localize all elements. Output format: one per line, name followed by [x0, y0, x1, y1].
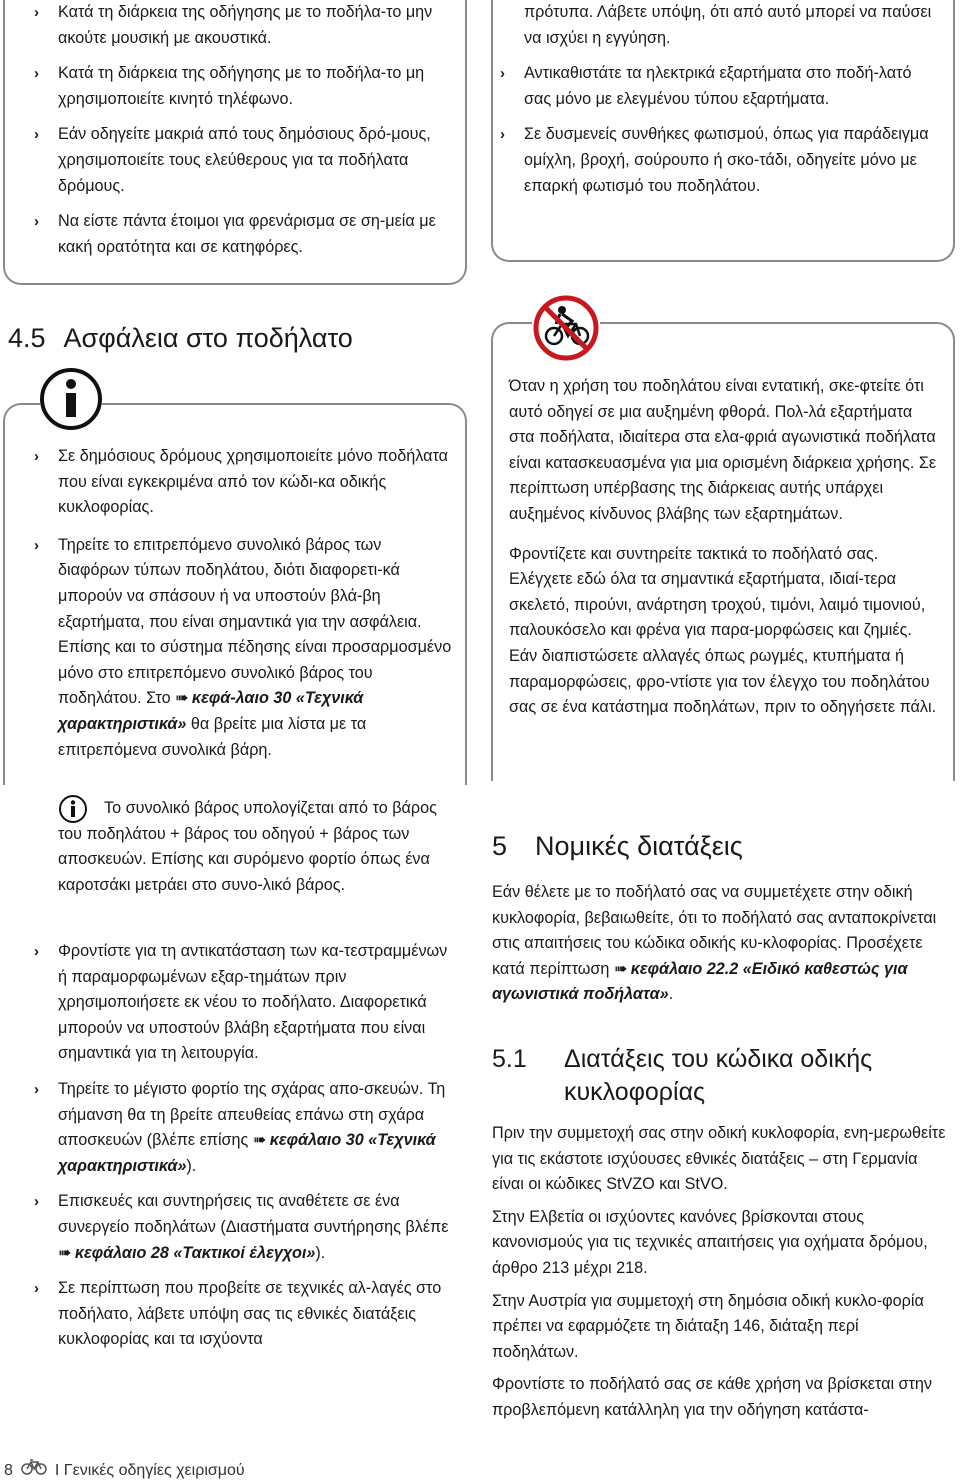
no-racing-bike-warning-icon: [532, 294, 600, 362]
bullet-marker: ›: [34, 4, 39, 21]
reference-arrow-icon: ➠: [175, 689, 189, 708]
section-5-1-body: [492, 1121, 947, 1424]
section-heading-5: [492, 830, 743, 863]
section-title: Διατάξεις του κώδικα οδικής κυκλοφορίας: [564, 1045, 873, 1106]
list-item: › Φροντίστε για τη αντικατάσταση των κα-τεστραμμένων ή παραμορφωμένων εξαρ-τημάτων πριν χρησιμοποιήσετε εκ νέου το ποδήλατο. Διαφορετικά μπορούν να υποστούν βλάβη εξαρτήματα που είναι σημαντικά για τη λειτουργία.: [34, 939, 454, 1067]
chapter-reference-link[interactable]: ➠ κεφά-λαιο 30 «Τεχνικά χαρακτηριστικά»: [58, 689, 364, 733]
footer-section-label: I Γενικές οδηγίες χειρισμού: [54, 1462, 245, 1479]
list-item: › Αντικαθιστάτε τα ηλεκτρικά εξαρτήματα στο ποδή-λατό σας μόνο με ελεγμένου τύπου εξαρτήματα.: [500, 61, 939, 112]
continuation-text: πρότυπα. Λάβετε υπόψη, ότι από αυτό μπορεί να παύσει να ισχύει η εγγύηση.: [524, 3, 932, 47]
section-number: 4.5: [8, 323, 46, 353]
bullet-marker: ›: [34, 943, 39, 960]
list-item: › Να είστε πάντα έτοιμοι για φρενάρισμα σε ση-μεία με κακή ορατότητα και σε κατηφόρες.: [34, 209, 444, 260]
section-title: Ασφάλεια στο ποδήλατο: [63, 323, 353, 353]
paragraph: Στην Ελβετία οι ισχύοντες κανόνες βρίσκονται στους κανονισμούς για τις τεχνικές απαιτήσεις για οχήματα δρόμου, άρθρο 213 μέχρι 218.: [492, 1207, 928, 1277]
list-item: › Επισκευές και συντηρήσεις τις αναθέτετε σε ένα συνεργείο ποδηλάτων (Διαστήματα συντήρησης βλέπε ➠ κεφάλαιο 28 «Τακτικοί έλεγχοι»).: [34, 1189, 454, 1266]
bullet-marker: ›: [34, 536, 39, 554]
bullet-marker: ›: [500, 126, 505, 144]
info-note: Το συνολικό βάρος υπολογίζεται από το βάρος του ποδηλάτου + βάρος του οδηγού + βάρος των αποσκευών. Επίσης και συρόμενο φορτίο όπως ένα καροτσάκι μετράει στο συνο-λικό βάρος.: [58, 799, 437, 894]
bullet-marker: ›: [34, 65, 39, 83]
bullet-marker: ›: [34, 1193, 39, 1211]
right-warning-box-content: [509, 374, 941, 721]
left-info-box-content: [34, 444, 454, 763]
chapter-reference-link[interactable]: ➠ κεφάλαιο 28 «Τακτικοί έλεγχοι»: [58, 1243, 316, 1262]
section-heading-4-5: [8, 322, 353, 355]
page-footer: [4, 1458, 404, 1484]
section-5-body: [492, 880, 942, 1008]
info-icon: [40, 368, 102, 430]
section-number: 5: [492, 831, 508, 861]
section-heading-5-1: [492, 1043, 942, 1109]
list-item: › Κατά τη διάρκεια της οδήγησης με το ποδήλα-το μην ακούτε μουσική με ακουστικά.: [34, 0, 444, 51]
paragraph: Φροντίζετε και συντηρείτε τακτικά το ποδήλατό σας. Ελέγχετε εδώ όλα τα σημαντικά εξαρτήματα, ιδιαί-τερα σκελετό, πιρούνι, ανάρτηση τροχού, τιμόνι, λαιμό τιμονιού, παλουκόσελο και φρένα για παρα-μορφώσεις και ζημιές. Εάν διαπιστώσετε αλλαγές όπως ρωγμές, κτυπήματα ή παραμορφώσεις, φρο-ντίστε για τον έλεγχο του ποδηλάτου σας σε ένα κατάστημα ποδηλάτων, πριν το οδηγήσετε πάλι.: [509, 544, 937, 717]
list-item: › Σε δυσμενείς συνθήκες φωτισμού, όπως για παράδειγμα ομίχλη, βροχή, σούρουπο ή σκο-τάδι, οδηγείτε μόνο με επαρκή φωτισμό του ποδηλάτου.: [500, 122, 939, 199]
reference-arrow-icon: ➠: [252, 1131, 267, 1150]
list-item: › Σε δημόσιους δρόμους χρησιμοποιείτε μόνο ποδήλατα που είναι εγκεκριμένα από τον κώδι-κα οδικής κυκλοφορίας.: [34, 444, 454, 521]
list-item: › Εάν οδηγείτε μακριά από τους δημόσιους δρό-μους, χρησιμοποιείτε τους ελεύθερους για τα ποδήλατα δρόμους.: [34, 122, 444, 199]
paragraph: Στην Αυστρία για συμμετοχή στη δημόσια οδική κυκλο-φορία πρέπει να εφαρμόζετε τη διάταξη 146, διάταξη περί ποδηλάτων.: [492, 1291, 924, 1361]
chapter-reference-link[interactable]: ➠ κεφάλαιο 30 «Τεχνικά χαρακτηριστικά»: [58, 1131, 436, 1175]
bullet-marker: ›: [34, 126, 39, 144]
list-item: › Κατά τη διάρκεια της οδήγησης με το ποδήλα-το μη χρησιμοποιείτε κινητό τηλέφωνο.: [34, 61, 444, 112]
bullet-marker: ›: [34, 1080, 39, 1098]
paragraph: Όταν η χρήση του ποδηλάτου είναι εντατική, σκε-φτείτε ότι αυτό οδηγεί σε μια αυξημένη φθορά. Πολ-λά εξαρτήματα στα ποδήλατα, ιδιαίτερα στα ελα-φριά αγωνιστικά ποδήλατα είναι κατασκευασμένα για μια ορισμένη διάρκεια χρήσης. Σε περίπτωση υπέρβασης της διάρκειας αυτής υπάρχει αυξημένος κίνδυνος βλάβης των εξαρτημάτων.: [509, 377, 937, 523]
list-item: › Τηρείτε το επιτρεπόμενο συνολικό βάρος των διαφόρων τύπων ποδηλάτου, διότι διαφορετι-κά μπορούν να σπάσουν ή να υποστούν βλά-βη εξαρτήματα, που είναι σημαντικά για την ασφάλεια. Επίσης και το σύστημα πέδησης είναι προσαρμοσμένο μόνο στο επιτρεπόμενο συνολικό βάρος του ποδηλάτου. Στο ➠ κεφά-λαιο 30 «Τεχνικά χαρακτηριστικά» θα βρείτε μια λίστα με τα επιτρεπόμενα συνολικά βάρη.: [34, 533, 454, 763]
paragraph: Πριν την συμμετοχή σας στην οδική κυκλοφορία, ενη-μερωθείτε για τις εκάστοτε ισχύουσες εθνικές διατάξεις – στη Γερμανία είναι οι κώδικες StVZO και StVO.: [492, 1124, 946, 1194]
bullet-marker: ›: [500, 65, 505, 83]
bicycle-icon: [21, 1458, 47, 1484]
paragraph: Φροντίστε το ποδήλατό σας σε κάθε χρήση να βρίσκεται στην προβλεπόμενη κατάλληλη για την οδήγηση κατάστα-: [492, 1375, 933, 1419]
top-right-list: [500, 0, 939, 199]
bullet-marker: ›: [34, 213, 39, 231]
bullet-marker: ›: [34, 1280, 39, 1298]
list-item: › Σε περίπτωση που προβείτε σε τεχνικές αλ-λαγές στο ποδήλατο, λάβετε υπόψη σας τις εθνικές διατάξεις κυκλοφορίας και τα ισχύοντα: [34, 1276, 454, 1353]
chapter-reference-link[interactable]: ➠ κεφάλαιο 22.2 «Ειδικό καθεστώς για αγωνιστικά ποδήλατα»: [492, 959, 908, 1004]
reference-arrow-icon: ➠: [613, 959, 628, 978]
section-number: 5.1: [492, 1045, 527, 1073]
section-title: Νομικές διατάξεις: [535, 831, 743, 861]
top-left-list: [34, 0, 444, 260]
list-item: › Τηρείτε το μέγιστο φορτίο της σχάρας απο-σκευών. Τη σήμανση θα τη βρείτε απευθείας επάνω στη σχάρα αποσκευών (βλέπε επίσης ➠ κεφάλαιο 30 «Τεχνικά χαρακτηριστικά»).: [34, 1077, 454, 1179]
paragraph: Εάν θέλετε με το ποδήλατό σας να συμμετέχετε στην οδική κυκλοφορία, βεβαιωθείτε, ότι το ποδήλατό σας ανταποκρίνεται στις απαιτήσεις του κώδικα οδικής κυ-κλοφορίας. Προσέχετε κατά περίπτωση ➠ κεφάλαιο 22.2 «Ειδικό καθεστώς για αγωνιστικά ποδήλατα».: [492, 883, 937, 1004]
bullet-marker: ›: [34, 448, 39, 465]
page-number: 8: [4, 1462, 13, 1479]
reference-arrow-icon: ➠: [58, 1243, 72, 1262]
left-lower-list: [34, 939, 454, 1353]
